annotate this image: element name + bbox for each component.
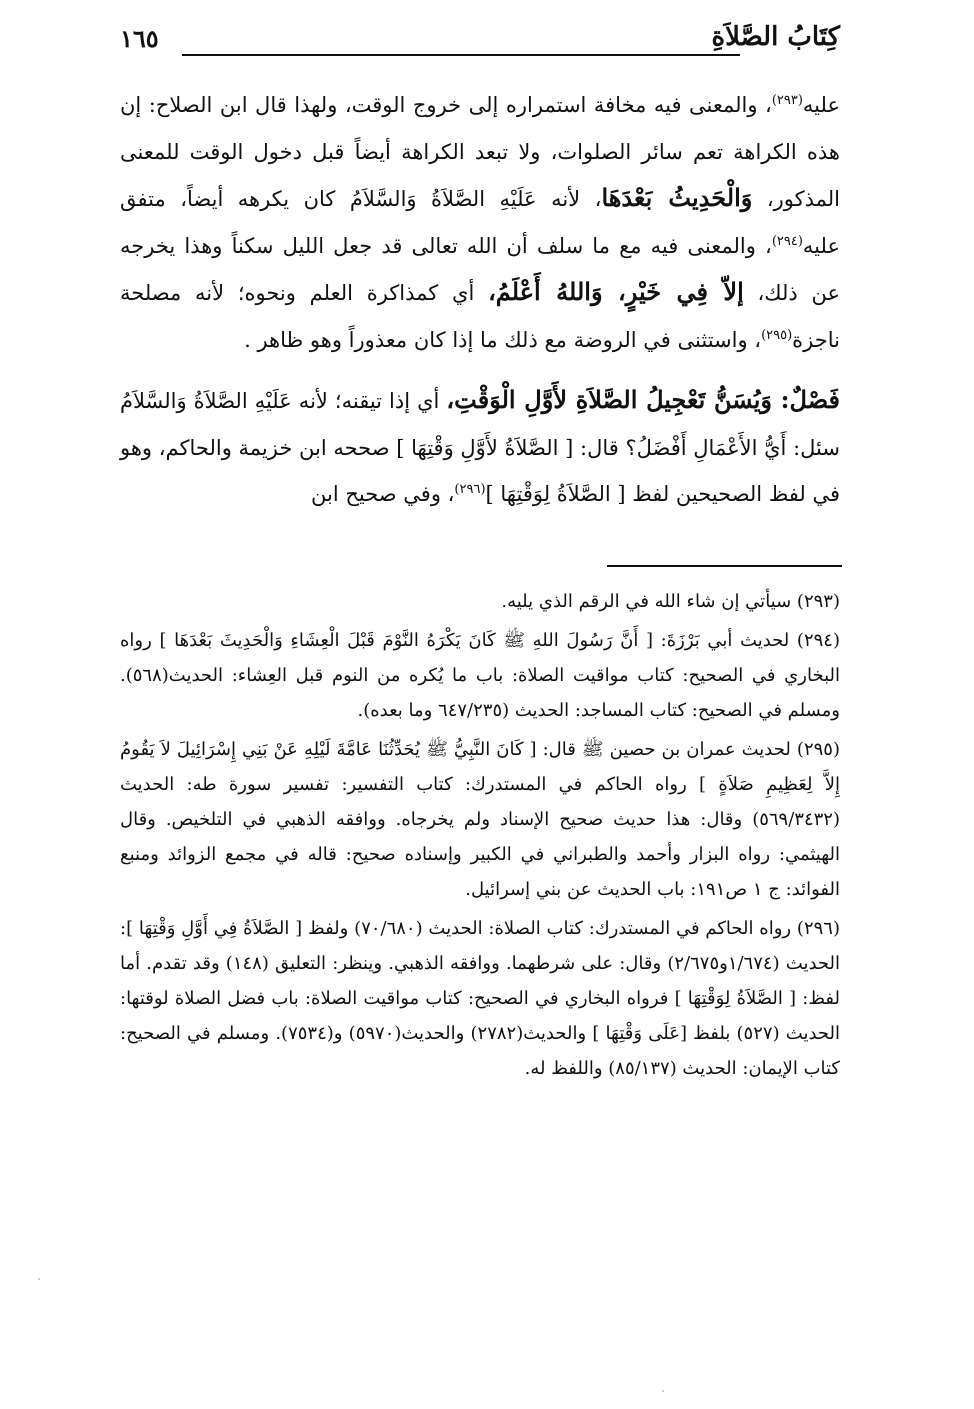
main-text bbox=[120, 82, 840, 518]
footnote-ref-294[interactable]: (٢٩٤) bbox=[771, 233, 803, 249]
footnotes bbox=[120, 584, 840, 1090]
footnote-296 bbox=[120, 911, 840, 1086]
text-run: ، والمعنى فيه مخافة استمراره إلى خروج الوقت، ولهذا قال ابن الصلاح: إن هذه الكراهة تعم سائر الصلوات، ولا تبعد الكراهة أيضاً قبل دخول الوقت للمعنى المذكور، bbox=[120, 93, 840, 211]
matn-phrase: وَالْحَدِيثُ بَعْدَهَا bbox=[601, 183, 753, 212]
header-rule bbox=[182, 54, 740, 56]
paragraph-2 bbox=[120, 377, 840, 518]
matn-phrase: إلاّ فِي خَيْرٍ، وَاللهُ أَعْلَمُ، bbox=[488, 277, 744, 306]
footnote-text: لحديث أبي بَرْزَةَ: [ أَنَّ رَسُولَ اللهِ ﷺ كَانَ يَكْرَهُ النَّوْمَ قَبْلَ الْعِشَاءِ وَالْحَدِيثَ بَعْدَهَا ] رواه البخاري في الصحيح: كتاب مواقيت الصلاة: باب ما يُكره من النوم قبل العِشاء: الحديث(٥٦٨). ومسلم في الصحيح: كتاب المساجد: الحديث (٦٤٧/٢٣٥ وما بعده). bbox=[120, 630, 840, 721]
footnote-ref-293[interactable]: (٢٩٣) bbox=[771, 93, 803, 108]
footnote-separator bbox=[607, 565, 842, 567]
footnote-295 bbox=[120, 732, 840, 907]
footnote-293 bbox=[120, 584, 840, 619]
page-header bbox=[120, 22, 840, 62]
book-title: كِتَابُ الصَّلاَةِ bbox=[711, 22, 840, 52]
text-run: أي كمذاكرة العلم ونحوه؛ لأنه مصلحة ناجزة bbox=[120, 281, 840, 352]
paragraph-1 bbox=[120, 82, 840, 363]
text-run: عليه bbox=[802, 93, 840, 117]
section-heading: فَصْلٌ: وَيُسَنُّ تَعْجِيلُ الصَّلاَةِ لأَوَّلِ الْوَقْتِ، bbox=[446, 385, 840, 414]
footnote-text: سيأتي إن شاء الله في الرقم الذي يليه. bbox=[501, 591, 792, 612]
text-run: ، واستثنى في الروضة مع ذلك ما إذا كان معذوراً وهو ظاهر . bbox=[244, 327, 762, 352]
footnote-text: لحديث عمران بن حصين ﷺ قال: [ كَانَ النَّبِيُّ ﷺ يُحَدِّثُنَا عَامَّةَ لَيْلِهِ عَنْ بَنِي إِسْرَائِيلَ لاَ يَقُومُ إِلاَّ لِعَظِيمِ صَلاَةٍ ] رواه الحاكم في المستدرك: كتاب التفسير: تفسير سورة طه: الحديث (٥٦٩/٣٤٣٢) وقال: هذا حديث صحيح الإسناد ولم يخرجاه. ووافقه الذهبي في التلخيص. وقال الهيثمي: رواه البزار وأحمد والطبراني في الكبير وإسناده صحيح: قاله في مجمع الزوائد ومنبع الفوائد: ج ١ ص١٩١: باب الحديث عن بني إسرائيل. bbox=[120, 739, 840, 900]
text-run: ، لأنه عَلَيْهِ الصَّلاَةُ وَالسَّلاَمُ كان يكرهه أيضاً، متفق عليه bbox=[120, 187, 840, 258]
text-run: ، وفي صحيح ابن bbox=[310, 482, 455, 506]
text-run: ، والمعنى فيه مع ما سلف أن الله تعالى قد جعل الليل سكناً وهذا يخرجه عن ذلك، bbox=[120, 233, 841, 305]
footnote-number: (٢٩٣) bbox=[796, 591, 840, 612]
scan-speck bbox=[38, 1278, 40, 1280]
footnote-ref-296[interactable]: (٢٩٦) bbox=[454, 482, 486, 497]
footnote-number: (٢٩٦) bbox=[796, 918, 840, 939]
footnote-294 bbox=[120, 623, 840, 728]
scan-speck bbox=[662, 1390, 664, 1392]
footnote-number: (٢٩٤) bbox=[796, 630, 840, 651]
footnote-ref-295[interactable]: (٢٩٥) bbox=[761, 327, 793, 343]
footnote-number: (٢٩٥) bbox=[796, 739, 840, 760]
text-run: أي إذا تيقنه؛ لأنه عَلَيْهِ الصَّلاَةُ وَالسَّلاَمُ سئل: أَيُّ الأَعْمَالِ أَفْضَلُ؟ قال: [ الصَّلاَةُ لأَوَّلِ وَقْتِهَا ] صححه ابن خزيمة والحاكم، وهو في لفظ الصحيحين لفظ [ الصَّلاَةُ لِوَقْتِهَا ] bbox=[120, 389, 840, 506]
footnote-text: رواه الحاكم في المستدرك: كتاب الصلاة: الحديث (٧٠/٦٨٠) ولفظ [ الصَّلاَةُ فِي أَوَّلِ وَقْتِهَا ]: الحديث (١/٦٧٤و٢/٦٧٥) وقال: على شرطهما. ووافقه الذهبي. وينظر: التعليق (١٤٨) وقد تقدم. أما لفظ: [ الصَّلاَةُ لِوَقْتِهَا ] فرواه البخاري في الصحيح: كتاب مواقيت الصلاة: باب فضل الصلاة لوقتها: الحديث (٥٢٧) بلفظ [عَلَى وَقْتِهَا ] والحديث(٢٧٨٢) والحديث(٥٩٧٠) و(٧٥٣٤). ومسلم في الصحيح: كتاب الإيمان: الحديث (٨٥/١٣٧) واللفظ له. bbox=[120, 918, 841, 1079]
page-number: ١٦٥ bbox=[120, 24, 159, 53]
